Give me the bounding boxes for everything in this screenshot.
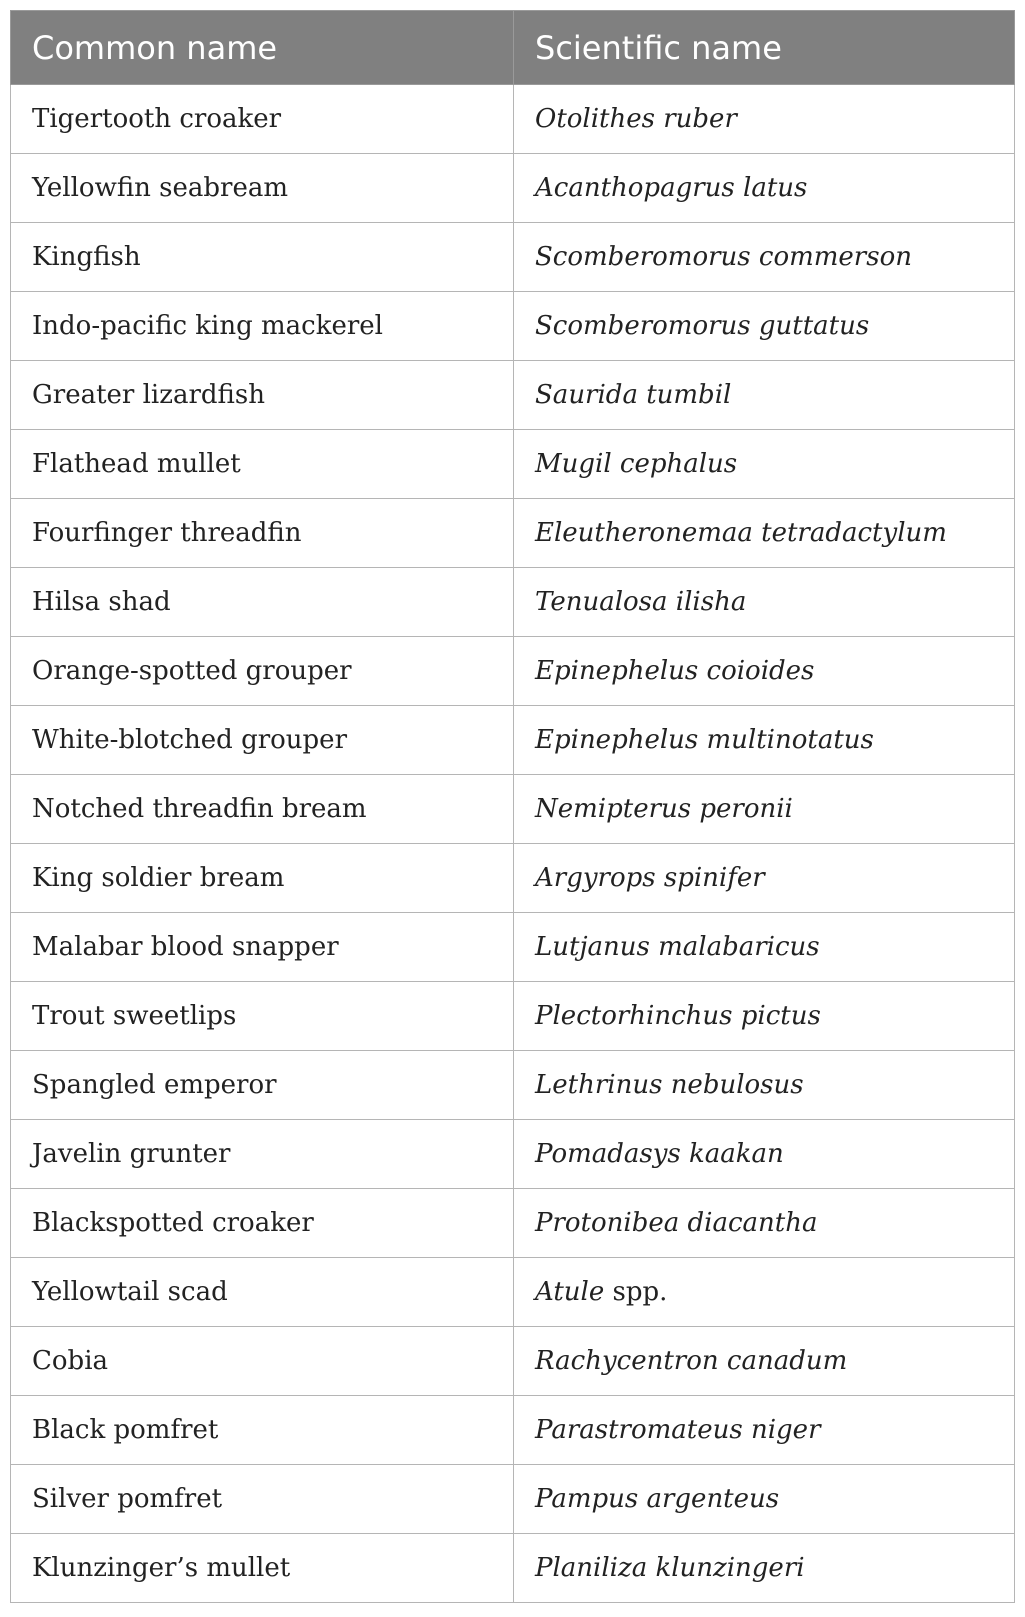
scientific-name-cell	[514, 1189, 1015, 1258]
table-row	[11, 1534, 1015, 1603]
scientific-name-cell	[514, 1327, 1015, 1396]
scientific-name-text: Epinephelus multinotatus	[535, 725, 874, 755]
common-name-cell: Cobia	[11, 1327, 514, 1396]
table-row	[11, 1327, 1015, 1396]
common-name-cell: Malabar blood snapper	[11, 913, 514, 982]
table-row	[11, 775, 1015, 844]
scientific-name-cell	[514, 1120, 1015, 1189]
common-name-cell: Blackspotted croaker	[11, 1189, 514, 1258]
common-name-cell: Fourfinger threadfin	[11, 499, 514, 568]
table-row	[11, 1189, 1015, 1258]
table-row	[11, 154, 1015, 223]
scientific-name-cell	[514, 1465, 1015, 1534]
common-name-cell: Javelin grunter	[11, 1120, 514, 1189]
common-name-cell: Spangled emperor	[11, 1051, 514, 1120]
scientific-name-cell	[514, 982, 1015, 1051]
table-row	[11, 568, 1015, 637]
scientific-name-text: Tenualosa ilisha	[535, 587, 747, 617]
common-name-cell: Trout sweetlips	[11, 982, 514, 1051]
table-row	[11, 1120, 1015, 1189]
scientific-name-cell	[514, 499, 1015, 568]
table-row	[11, 1465, 1015, 1534]
table-row	[11, 706, 1015, 775]
table-row	[11, 361, 1015, 430]
scientific-name-text: Pampus argenteus	[535, 1484, 780, 1514]
table-row	[11, 499, 1015, 568]
scientific-name-cell	[514, 361, 1015, 430]
scientific-name-text: Nemipterus peronii	[535, 794, 793, 824]
scientific-name-text: Saurida tumbil	[535, 380, 732, 410]
scientific-name-text: Argyrops spinifer	[535, 863, 765, 893]
common-name-cell: Orange-spotted grouper	[11, 637, 514, 706]
scientific-name-text: Pomadasys kaakan	[535, 1139, 784, 1169]
common-name-cell: Indo-pacific king mackerel	[11, 292, 514, 361]
scientific-name-suffix: spp.	[604, 1277, 668, 1307]
scientific-name-cell	[514, 637, 1015, 706]
scientific-name-cell	[514, 1396, 1015, 1465]
scientific-name-text: Planiliza klunzingeri	[535, 1553, 805, 1583]
scientific-name-text: Scomberomorus commerson	[535, 242, 912, 272]
scientific-name-cell	[514, 1051, 1015, 1120]
common-name-cell: Silver pomfret	[11, 1465, 514, 1534]
common-name-cell: Notched threadfin bream	[11, 775, 514, 844]
table-body	[11, 85, 1015, 1603]
scientific-name-cell	[514, 913, 1015, 982]
scientific-name-text: Rachycentron canadum	[535, 1346, 848, 1376]
scientific-name-cell	[514, 154, 1015, 223]
scientific-name-text: Otolithes ruber	[535, 104, 737, 134]
scientific-name-text: Lutjanus malabaricus	[535, 932, 820, 962]
common-name-cell: Klunzinger’s mullet	[11, 1534, 514, 1603]
header-scientific-name: Scientific name	[514, 11, 1015, 85]
common-name-cell: Greater lizardfish	[11, 361, 514, 430]
table-row	[11, 85, 1015, 154]
common-name-cell: Kingfish	[11, 223, 514, 292]
common-name-cell: Flathead mullet	[11, 430, 514, 499]
scientific-name-text: Protonibea diacantha	[535, 1208, 818, 1238]
table-row	[11, 844, 1015, 913]
scientific-name-cell	[514, 292, 1015, 361]
table-row	[11, 1258, 1015, 1327]
scientific-name-text: Mugil cephalus	[535, 449, 738, 479]
table-row	[11, 913, 1015, 982]
scientific-name-cell	[514, 568, 1015, 637]
scientific-name-text: Eleutheronemaa tetradactylum	[535, 518, 947, 548]
table-row	[11, 1051, 1015, 1120]
scientific-name-cell	[514, 85, 1015, 154]
scientific-name-text: Acanthopagrus latus	[535, 173, 808, 203]
table-row	[11, 637, 1015, 706]
common-name-cell: Black pomfret	[11, 1396, 514, 1465]
scientific-name-text: Parastromateus niger	[535, 1415, 821, 1445]
species-table-container	[10, 10, 1014, 1603]
scientific-name-cell	[514, 1258, 1015, 1327]
scientific-name-text: Lethrinus nebulosus	[535, 1070, 804, 1100]
scientific-name-cell	[514, 706, 1015, 775]
scientific-name-text: Scomberomorus guttatus	[535, 311, 870, 341]
common-name-cell: Yellowtail scad	[11, 1258, 514, 1327]
scientific-name-cell	[514, 775, 1015, 844]
common-name-cell: Yellowfin seabream	[11, 154, 514, 223]
species-table	[10, 10, 1015, 1603]
scientific-name-cell	[514, 430, 1015, 499]
common-name-cell: Tigertooth croaker	[11, 85, 514, 154]
table-row	[11, 982, 1015, 1051]
table-header-row	[11, 11, 1015, 85]
common-name-cell: Hilsa shad	[11, 568, 514, 637]
table-row	[11, 430, 1015, 499]
common-name-cell: King soldier bream	[11, 844, 514, 913]
common-name-cell: White-blotched grouper	[11, 706, 514, 775]
scientific-name-cell	[514, 1534, 1015, 1603]
scientific-name-text: Plectorhinchus pictus	[535, 1001, 821, 1031]
header-common-name: Common name	[11, 11, 514, 85]
scientific-name-cell	[514, 223, 1015, 292]
scientific-name-text: Epinephelus coioides	[535, 656, 815, 686]
table-row	[11, 223, 1015, 292]
scientific-name-text: Atule	[535, 1277, 605, 1307]
table-row	[11, 292, 1015, 361]
table-row	[11, 1396, 1015, 1465]
scientific-name-cell	[514, 844, 1015, 913]
